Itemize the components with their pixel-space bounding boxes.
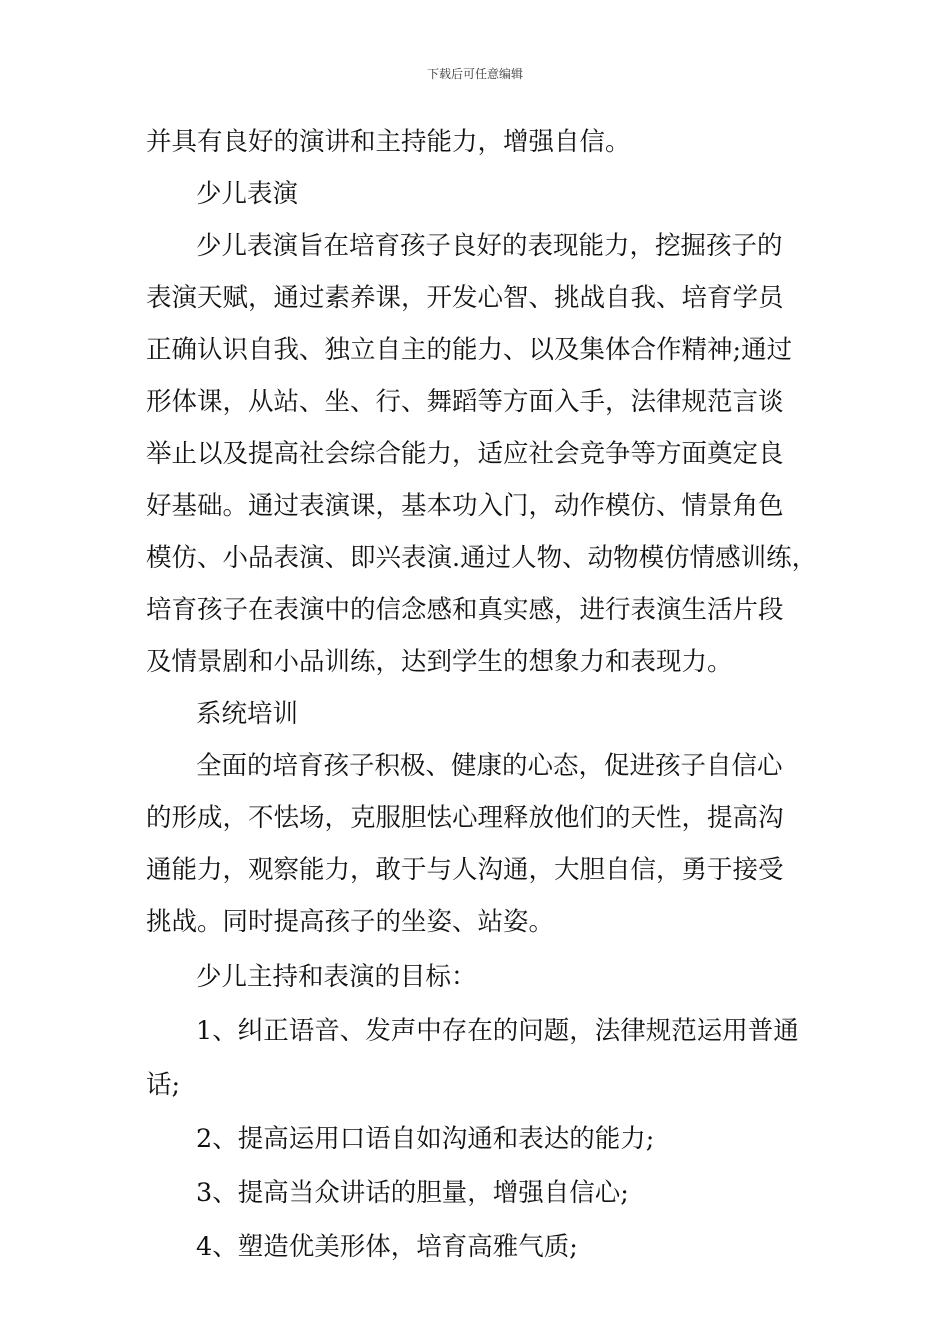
goal-item-4: 4、塑造优美形体，培育高雅气质; xyxy=(196,1232,578,1262)
paragraph-line: 及情景剧和小品训练，达到学生的想象力和表现力。 xyxy=(146,647,733,677)
goal-item-1-continued: 话; xyxy=(146,1070,181,1100)
paragraph-line: 表演天赋，通过素养课，开发心智、挑战自我、培育学员 xyxy=(146,283,784,313)
paragraph-line: 模仿、小品表演、即兴表演.通过人物、动物模仿情感训练， xyxy=(146,543,818,573)
section-heading-goals: 少儿主持和表演的目标： xyxy=(196,962,477,992)
paragraph-line: 并具有良好的演讲和主持能力，增强自信。 xyxy=(146,127,631,157)
goal-item-1: 1、纠正语音、发声中存在的问题，法律规范运用普通 xyxy=(196,1016,799,1046)
paragraph-line: 的形成，不怯场，克服胆怯心理释放他们的天性，提高沟 xyxy=(146,803,784,833)
paragraph-line: 培育孩子在表演中的信念感和真实感，进行表演生活片段 xyxy=(146,595,784,625)
paragraph-line: 全面的培育孩子积极、健康的心态，促进孩子自信心 xyxy=(196,751,783,781)
paragraph-line: 少儿表演旨在培育孩子良好的表现能力，挖掘孩子的 xyxy=(196,231,783,261)
document-body xyxy=(146,126,836,1263)
paragraph-line: 通能力，观察能力，敢于与人沟通，大胆自信，勇于接受 xyxy=(146,855,784,885)
paragraph-line: 举止以及提高社会综合能力，适应社会竞争等方面奠定良 xyxy=(146,439,784,469)
goal-item-2: 2、提高运用口语自如沟通和表达的能力; xyxy=(196,1124,655,1154)
section-heading-performance: 少儿表演 xyxy=(196,179,299,209)
page-header-note: 下载后可任意编辑 xyxy=(426,67,523,81)
goal-item-3: 3、提高当众讲话的胆量，增强自信心; xyxy=(196,1178,629,1208)
section-heading-training: 系统培训 xyxy=(196,699,299,729)
paragraph-line: 正确认识自我、独立自主的能力、以及集体合作精神;通过 xyxy=(146,335,793,365)
paragraph-line: 好基础。通过表演课，基本功入门，动作模仿、情景角色 xyxy=(146,491,784,521)
paragraph-line: 形体课，从站、坐、行、舞蹈等方面入手，法律规范言谈 xyxy=(146,387,784,417)
paragraph-line: 挑战。同时提高孩子的坐姿、站姿。 xyxy=(146,907,555,937)
